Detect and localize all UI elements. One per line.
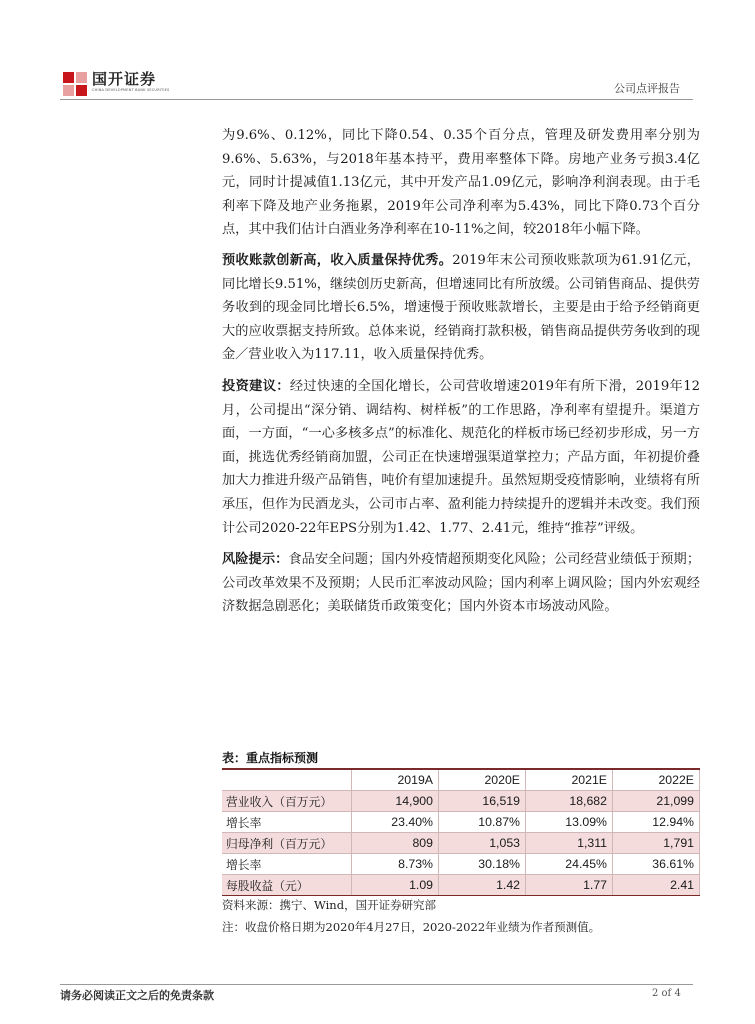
table-cell: 30.18% (439, 854, 526, 875)
logo-name: 国开证券 (92, 70, 157, 88)
footer-divider (60, 984, 693, 985)
table-header-cell (222, 769, 352, 791)
paragraph-expenses: 为9.6%、0.12%，同比下降0.54、0.35个百分点，管理及研发费用率分别为9.6%、5.63%，与2018年基本持平，费用率整体下降。房地产业务亏损3.4亿元，同时计提减值1.13亿元，其中开发产品1.09亿元，影响净利润表现。由于毛利率下降及地产业务拖累，2019年公司净利率为5.43%，同比下降0.73个百分点，其中我们估计白酒业务净利率在10-11%之间，较2018年小幅下降。 (222, 128, 700, 238)
table-title: 表：重点指标预测 (222, 751, 319, 765)
table-cell: 36.61% (613, 854, 700, 875)
header-divider (60, 99, 693, 100)
table-header-cell: 2019A (352, 769, 439, 791)
table-cell: 12.94% (613, 812, 700, 833)
table-cell: 16,519 (439, 791, 526, 812)
table-note: 注：收盘价格日期为2020年4月27日，2020-2022年业绩为作者预测值。 (222, 920, 601, 934)
table-row (222, 854, 700, 875)
table-source: 资料来源：携宁、Wind，国开证券研究部 (222, 898, 437, 912)
forecast-table (222, 768, 700, 896)
page-header (0, 0, 755, 100)
table-cell: 1.42 (439, 875, 526, 896)
paragraph-lead: 风险提示： (222, 552, 289, 568)
table-cell: 18,682 (526, 791, 613, 812)
table-cell: 1,053 (439, 833, 526, 854)
table-row (222, 791, 700, 812)
table-header-cell: 2021E (526, 769, 613, 791)
table-cell: 1.77 (526, 875, 613, 896)
report-type: 公司点评报告 (614, 82, 680, 95)
body-content (222, 124, 700, 619)
table-cell: 13.09% (526, 812, 613, 833)
table-cell: 8.73% (352, 854, 439, 875)
table-cell: 23.40% (352, 812, 439, 833)
table-row (222, 812, 700, 833)
table-cell: 1.09 (352, 875, 439, 896)
table-header-cell: 2020E (439, 769, 526, 791)
company-logo-icon (63, 72, 87, 96)
table-row (222, 875, 700, 896)
table-cell: 1,311 (526, 833, 613, 854)
table-cell: 1,791 (613, 833, 700, 854)
paragraph-risk-warning (222, 548, 700, 619)
row-label: 归母净利（百万元） (222, 833, 352, 854)
logo-subtitle: CHINA DEVELOPMENT BANK SECURITIES (92, 88, 170, 92)
row-label: 每股收益（元） (222, 875, 352, 896)
paragraph-text: 食品安全问题；国内外疫情超预期变化风险；公司经营业绩低于预期；公司改革效果不及预期；人民币汇率波动风险；国内利率上调风险；国内外宏观经济数据急剧恶化；美联储货币政策变化；国内外资本市场波动风险。 (222, 552, 701, 615)
table-cell: 10.87% (439, 812, 526, 833)
page-number: 2 of 4 (652, 988, 681, 999)
table-header-row (222, 769, 700, 791)
table-cell: 2.41 (613, 875, 700, 896)
row-label: 营业收入（百万元） (222, 791, 352, 812)
paragraph-text: 2019年末公司预收账款项为61.91亿元，同比增长9.51%，继续创历史新高，但增速同比有所放缓。公司销售商品、提供劳务收到的现金同比增长6.5%，增速慢于预收账款增长，主要是由于给予经销商更大的应收票据支持所致。总体来说，经销商打款积极，销售商品提供劳务收到的现金／营业收入为117.11，收入质量保持优秀。 (222, 252, 700, 363)
table-header-cell: 2022E (613, 769, 700, 791)
table-cell: 21,099 (613, 791, 700, 812)
row-label: 增长率 (222, 854, 352, 875)
table-cell: 14,900 (352, 791, 439, 812)
table-cell: 24.45% (526, 854, 613, 875)
paragraph-lead: 投资建议： (222, 378, 290, 394)
paragraph-lead: 预收账款创新高，收入质量保持优秀。 (222, 252, 453, 268)
paragraph-advance-receipts (222, 249, 700, 367)
paragraph-text: 经过快速的全国化增长，公司营收增速2019年有所下滑，2019年12月，公司提出“深分销、调结构、树样板”的工作思路，净利率有望提升。渠道方面，一方面，“一心多核多点”的标准化、规范化的样板市场已经初步形成，另一方面，挑选优秀经销商加盟，公司正在快速增强渠道掌控力；产品方面，年初提价叠加大力推进升级产品销售，吨价有望加速提升。虽然短期受疫情影响，业绩将有所承压，但作为民酒龙头，公司市占率、盈利能力持续提升的逻辑并未改变。我们预计公司2020-22年EPS分别为1.42、1.77、2.41元，维持“推荐”评级。 (222, 378, 701, 536)
table-cell: 809 (352, 833, 439, 854)
paragraph-investment-advice (222, 375, 700, 540)
table-row (222, 833, 700, 854)
footer-disclaimer: 请务必阅读正文之后的免责条款 (60, 989, 214, 1002)
row-label: 增长率 (222, 812, 352, 833)
